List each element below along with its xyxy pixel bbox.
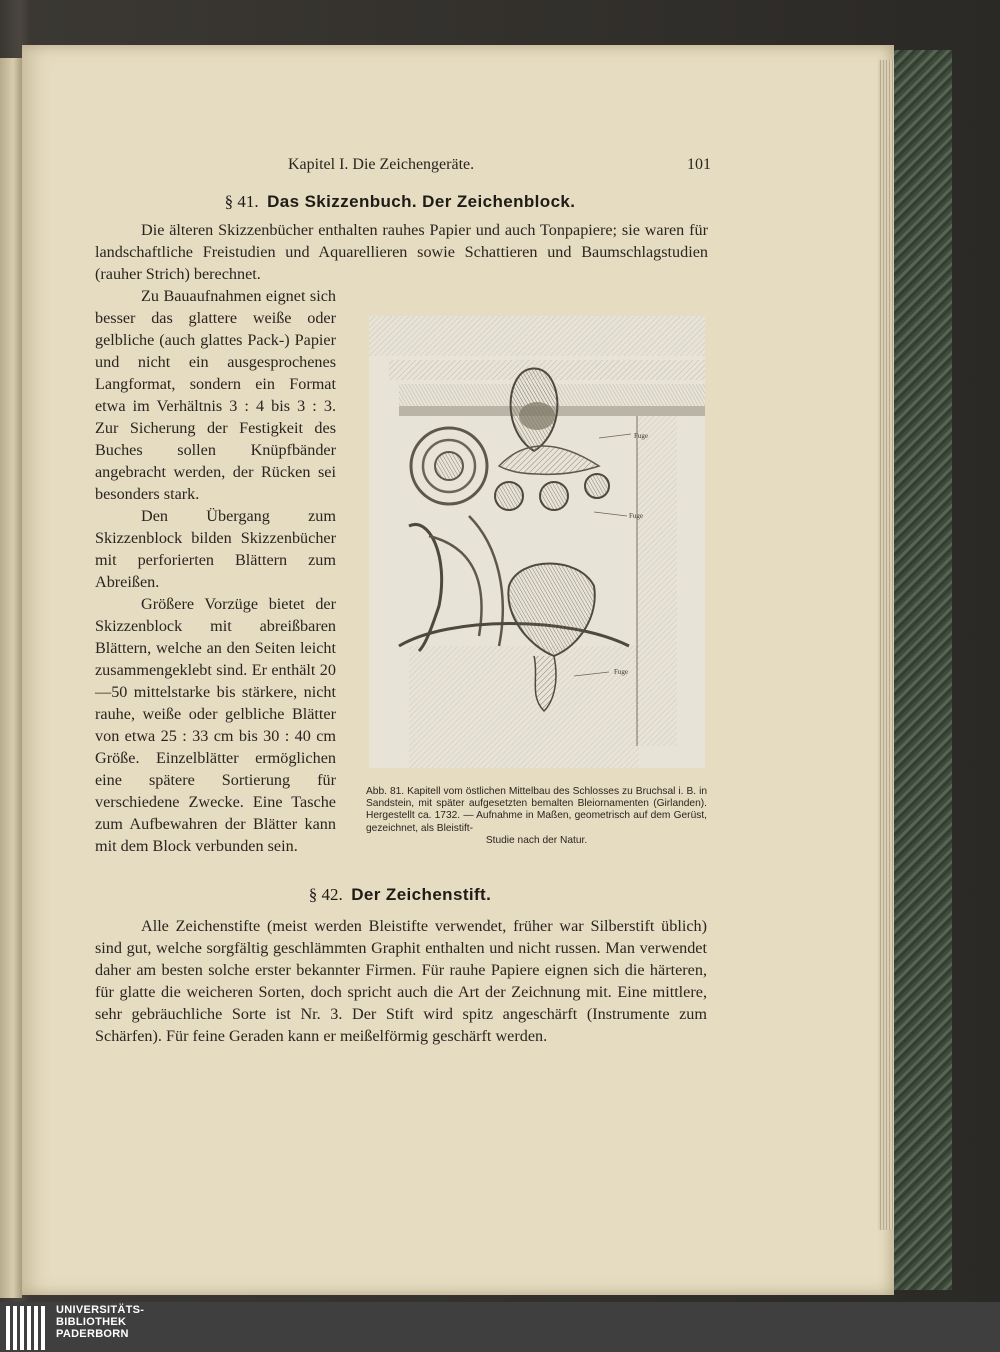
capital-sketch-drawing: [369, 316, 705, 768]
chapter-title: Kapitel I. Die Zeichengeräte.: [288, 156, 475, 173]
library-logo-icon: [6, 1306, 50, 1350]
fuge-label-2: Fuge: [629, 512, 643, 520]
section-42-title: Der Zeichenstift.: [351, 885, 492, 904]
section-42-heading: [95, 885, 705, 905]
section-41-title: Das Skizzenbuch. Der Zeichenblock.: [267, 192, 576, 211]
section-41-paragraph-3: Den Übergang zum Skizzenblock bilden Skizzenbücher mit perforierten Blättern zum Abreißen.: [95, 507, 336, 591]
library-name-line-2: BIBLIOTHEK: [56, 1316, 127, 1328]
figure-caption-text: Abb. 81. Kapitell vom östlichen Mittelbau des Schlosses zu Bruchsal i. B. in Sandstein, mit später aufgesetzten bemalten Bleiornamenten (Girlanden). Hergestellt ca. 1732. — Aufnahme in Maßen, geometrisch auf dem Gerüst, gezeichnet, als Bleistift-: [366, 786, 707, 834]
figure-caption-last-line: Studie nach der Natur.: [485, 834, 588, 846]
book-binding: [890, 50, 952, 1290]
library-name-line-1: UNIVERSITÄTS-: [56, 1304, 145, 1316]
page-stack-edge: [878, 60, 894, 1230]
figure-caption: [366, 786, 707, 847]
library-footer-bar: [0, 1302, 1000, 1352]
section-41-paragraph-2: Zu Bauaufnahmen eignet sich besser das glattere weiße oder gelbliche (auch glattes Pack-) Papier und nicht ein ausgesprochenes Langformat, sondern ein Format etwa im Verhältnis 3 : 4 bis 3 : 3. Zur Sicherung der Festigkeit des Buches sollen Knüpfbänder angebracht werden, der Rücken sei besonders stark.: [95, 287, 336, 503]
section-42-number: § 42.: [308, 885, 343, 904]
fuge-label-3: Fuge: [614, 668, 628, 676]
fuge-label-1: Fuge: [634, 432, 648, 440]
previous-page-edge: [0, 58, 22, 1298]
page-number: 101: [687, 156, 711, 173]
section-41-paragraph-4: Größere Vorzüge bietet der Skizzenblock mit abreißbaren Blättern, welche an den Seiten leicht zusammengeklebt sind. Er enthält 20—50 mittelstarke bis stärkere, nicht rauhe, weiße oder gelbliche Blätter von etwa 25 : 33 cm bis 30 : 40 cm Größe. Einzelblätter ermöglichen eine spätere Sortierung für verschiedene Zwecke. Eine Tasche zum Aufbewahren der Blätter kann mit dem Block verbunden sein.: [95, 595, 336, 855]
section-41-heading: [95, 192, 705, 212]
capital-illustration: [369, 316, 705, 768]
library-name: [56, 1304, 144, 1340]
section-41-number: § 41.: [224, 192, 259, 211]
section-41-paragraph-1: Die älteren Skizzenbücher enthalten rauhes Papier und auch Tonpapiere; sie waren für landschaftliche Freistudien und Aquarellieren sowie Schattieren und Baumschlagstudien (rauher Strich) berechnet.: [95, 221, 708, 283]
section-42-paragraph-1: Alle Zeichenstifte (meist werden Bleistifte verwendet, früher war Silberstift üblich) sind gut, welche sorgfältig geschlämmten Graphit enthalten und nicht russen. Man verwendet daher am besten solche erster bekannter Firmen. Für rauhe Papiere eignen sich die härteren, für glatte die weicheren Sorten, doch spricht auch die Art der Zeichnung mit. Eine mittlere, sehr gebräuchliche Sorte ist Nr. 3. Der Stift wird spitz angeschärft (Instrumente zum Schärfen). Für feine Geraden kann er meißelförmig geschärft werden.: [95, 917, 707, 1045]
library-name-line-3: PADERBORN: [56, 1328, 129, 1340]
